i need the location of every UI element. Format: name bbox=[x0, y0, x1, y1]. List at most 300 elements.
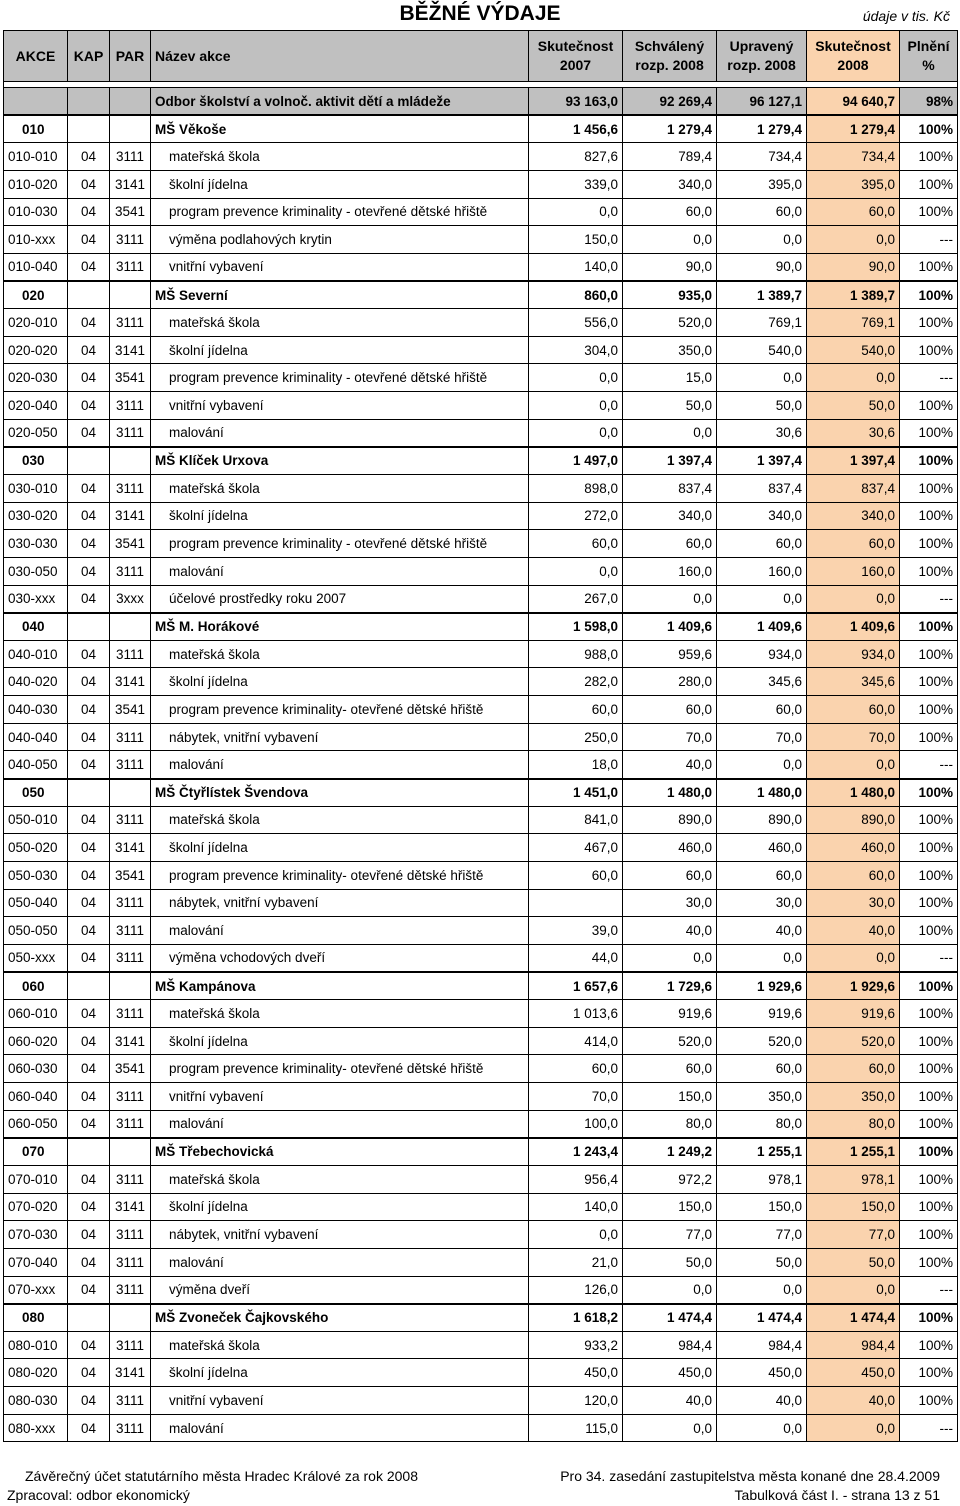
akce-code: 040-050 bbox=[4, 751, 68, 779]
department-name: Odbor školství a volnoč. aktivit dětí a mládeže bbox=[151, 88, 529, 116]
par-code: 3141 bbox=[110, 1027, 151, 1055]
pct-value: 100% bbox=[900, 419, 958, 447]
action-name: mateřská škola bbox=[151, 143, 529, 171]
group-code: 010 bbox=[4, 115, 68, 143]
kap-code: 04 bbox=[68, 1193, 110, 1221]
group-skut2007: 1 451,0 bbox=[529, 779, 623, 807]
upr-value: 90,0 bbox=[717, 253, 807, 281]
skut2008-value: 60,0 bbox=[807, 198, 900, 226]
upr-value: 0,0 bbox=[717, 585, 807, 613]
schv-value: 70,0 bbox=[623, 723, 717, 751]
pct-value: 100% bbox=[900, 696, 958, 724]
skut2007-value: 304,0 bbox=[529, 336, 623, 364]
upr-value: 150,0 bbox=[717, 1193, 807, 1221]
group-skut2007: 1 497,0 bbox=[529, 447, 623, 475]
kap-code: 04 bbox=[68, 1055, 110, 1083]
par-code: 3141 bbox=[110, 834, 151, 862]
skut2008-value: 919,6 bbox=[807, 1000, 900, 1028]
skut2008-value: 890,0 bbox=[807, 806, 900, 834]
department-skut2008: 94 640,7 bbox=[807, 88, 900, 116]
col-kap: KAP bbox=[68, 31, 110, 82]
schv-value: 520,0 bbox=[623, 309, 717, 337]
akce-code: 080-010 bbox=[4, 1331, 68, 1359]
upr-value: 80,0 bbox=[717, 1110, 807, 1138]
action-name: malování bbox=[151, 1414, 529, 1442]
akce-code: 060-030 bbox=[4, 1055, 68, 1083]
table-row bbox=[4, 226, 958, 254]
pct-value: 100% bbox=[900, 806, 958, 834]
table-row bbox=[4, 585, 958, 613]
skut2007-value: 841,0 bbox=[529, 806, 623, 834]
table-row bbox=[4, 364, 958, 392]
action-name: školní jídelna bbox=[151, 336, 529, 364]
schv-value: 150,0 bbox=[623, 1193, 717, 1221]
upr-value: 40,0 bbox=[717, 917, 807, 945]
pct-value: 100% bbox=[900, 1193, 958, 1221]
schv-value: 50,0 bbox=[623, 1248, 717, 1276]
schv-value: 0,0 bbox=[623, 419, 717, 447]
akce-code: 020-030 bbox=[4, 364, 68, 392]
pct-value: 100% bbox=[900, 1083, 958, 1111]
schv-value: 60,0 bbox=[623, 696, 717, 724]
schv-value: 340,0 bbox=[623, 502, 717, 530]
upr-value: 60,0 bbox=[717, 696, 807, 724]
group-row bbox=[4, 115, 958, 143]
group-schv: 1 729,6 bbox=[623, 972, 717, 1000]
skut2008-value: 395,0 bbox=[807, 170, 900, 198]
pct-value: 100% bbox=[900, 723, 958, 751]
upr-value: 0,0 bbox=[717, 944, 807, 972]
action-name: školní jídelna bbox=[151, 668, 529, 696]
skut2008-value: 60,0 bbox=[807, 696, 900, 724]
action-name: školní jídelna bbox=[151, 834, 529, 862]
skut2007-value: 126,0 bbox=[529, 1276, 623, 1304]
group-par bbox=[110, 447, 151, 475]
group-upr: 1 397,4 bbox=[717, 447, 807, 475]
group-skut2007: 1 657,6 bbox=[529, 972, 623, 1000]
pct-value: 100% bbox=[900, 1110, 958, 1138]
group-schv: 1 409,6 bbox=[623, 613, 717, 641]
pct-value: 100% bbox=[900, 834, 958, 862]
table-row bbox=[4, 336, 958, 364]
action-name: program prevence kriminality- otevřené dětské hřiště bbox=[151, 861, 529, 889]
skut2008-value: 0,0 bbox=[807, 364, 900, 392]
kap-code: 04 bbox=[68, 1276, 110, 1304]
group-name: MŠ Severní bbox=[151, 281, 529, 309]
action-name: školní jídelna bbox=[151, 502, 529, 530]
upr-value: 837,4 bbox=[717, 474, 807, 502]
pct-value: --- bbox=[900, 944, 958, 972]
upr-value: 919,6 bbox=[717, 1000, 807, 1028]
group-upr: 1 279,4 bbox=[717, 115, 807, 143]
upr-value: 520,0 bbox=[717, 1027, 807, 1055]
schv-value: 90,0 bbox=[623, 253, 717, 281]
action-name: mateřská škola bbox=[151, 1331, 529, 1359]
schv-value: 959,6 bbox=[623, 640, 717, 668]
kap-code: 04 bbox=[68, 723, 110, 751]
par-code: 3541 bbox=[110, 861, 151, 889]
pct-value: 100% bbox=[900, 1387, 958, 1415]
pct-value: 100% bbox=[900, 170, 958, 198]
col-par: PAR bbox=[110, 31, 151, 82]
pct-value: 100% bbox=[900, 1027, 958, 1055]
upr-value: 60,0 bbox=[717, 198, 807, 226]
col-schv: Schválený rozp. 2008 bbox=[623, 31, 717, 82]
header-row bbox=[4, 31, 958, 82]
akce-code: 080-xxx bbox=[4, 1414, 68, 1442]
skut2008-value: 460,0 bbox=[807, 834, 900, 862]
group-upr: 1 409,6 bbox=[717, 613, 807, 641]
akce-code: 050-010 bbox=[4, 806, 68, 834]
group-name: MŠ Čtyřlístek Švendova bbox=[151, 779, 529, 807]
akce-code: 030-020 bbox=[4, 502, 68, 530]
skut2008-value: 837,4 bbox=[807, 474, 900, 502]
schv-value: 0,0 bbox=[623, 585, 717, 613]
action-name: školní jídelna bbox=[151, 170, 529, 198]
action-name: výměna podlahových krytin bbox=[151, 226, 529, 254]
group-schv: 1 480,0 bbox=[623, 779, 717, 807]
skut2007-value: 140,0 bbox=[529, 1193, 623, 1221]
skut2007-value: 0,0 bbox=[529, 1221, 623, 1249]
group-row bbox=[4, 281, 958, 309]
skut2007-value: 898,0 bbox=[529, 474, 623, 502]
department-upr: 96 127,1 bbox=[717, 88, 807, 116]
group-kap bbox=[68, 779, 110, 807]
table-row bbox=[4, 557, 958, 585]
pct-value: --- bbox=[900, 226, 958, 254]
group-name: MŠ M. Horákové bbox=[151, 613, 529, 641]
schv-value: 80,0 bbox=[623, 1110, 717, 1138]
par-code: 3141 bbox=[110, 1193, 151, 1221]
schv-value: 60,0 bbox=[623, 861, 717, 889]
upr-value: 30,6 bbox=[717, 419, 807, 447]
action-name: výměna dveří bbox=[151, 1276, 529, 1304]
par-code: 3541 bbox=[110, 530, 151, 558]
upr-value: 0,0 bbox=[717, 751, 807, 779]
skut2008-value: 60,0 bbox=[807, 1055, 900, 1083]
kap-code: 04 bbox=[68, 1387, 110, 1415]
action-name: malování bbox=[151, 751, 529, 779]
upr-value: 50,0 bbox=[717, 1248, 807, 1276]
page-title: BĚŽNÉ VÝDAJE bbox=[399, 2, 561, 25]
schv-value: 40,0 bbox=[623, 751, 717, 779]
table-row bbox=[4, 419, 958, 447]
group-schv: 1 397,4 bbox=[623, 447, 717, 475]
par-code: 3111 bbox=[110, 751, 151, 779]
akce-code: 040-040 bbox=[4, 723, 68, 751]
group-pct: 100% bbox=[900, 447, 958, 475]
schv-value: 0,0 bbox=[623, 226, 717, 254]
table-row bbox=[4, 917, 958, 945]
kap-code: 04 bbox=[68, 336, 110, 364]
skut2008-value: 50,0 bbox=[807, 392, 900, 420]
col-upr: Upravený rozp. 2008 bbox=[717, 31, 807, 82]
group-kap bbox=[68, 281, 110, 309]
table-row bbox=[4, 1083, 958, 1111]
group-pct: 100% bbox=[900, 972, 958, 1000]
group-skut2007: 1 456,6 bbox=[529, 115, 623, 143]
table-row bbox=[4, 1248, 958, 1276]
kap-code: 04 bbox=[68, 585, 110, 613]
action-name: školní jídelna bbox=[151, 1027, 529, 1055]
par-code: 3541 bbox=[110, 364, 151, 392]
group-row bbox=[4, 447, 958, 475]
kap-code: 04 bbox=[68, 253, 110, 281]
table-row bbox=[4, 1055, 958, 1083]
pct-value: 100% bbox=[900, 143, 958, 171]
akce-code: 070-040 bbox=[4, 1248, 68, 1276]
skut2007-value: 140,0 bbox=[529, 253, 623, 281]
akce-code: 030-010 bbox=[4, 474, 68, 502]
skut2008-value: 150,0 bbox=[807, 1193, 900, 1221]
group-kap bbox=[68, 972, 110, 1000]
upr-value: 460,0 bbox=[717, 834, 807, 862]
action-name: nábytek, vnitřní vybavení bbox=[151, 1221, 529, 1249]
par-code: 3111 bbox=[110, 1083, 151, 1111]
table-row bbox=[4, 253, 958, 281]
footer-right-2: Tabulková část I. - strana 13 z 51 bbox=[734, 1487, 940, 1503]
group-name: MŠ Klíček Urxova bbox=[151, 447, 529, 475]
schv-value: 350,0 bbox=[623, 336, 717, 364]
schv-value: 460,0 bbox=[623, 834, 717, 862]
kap-code: 04 bbox=[68, 1221, 110, 1249]
department-row bbox=[4, 88, 958, 116]
akce-code: 060-040 bbox=[4, 1083, 68, 1111]
group-pct: 100% bbox=[900, 1304, 958, 1332]
pct-value: 100% bbox=[900, 889, 958, 917]
schv-value: 340,0 bbox=[623, 170, 717, 198]
table-row bbox=[4, 1165, 958, 1193]
kap-code: 04 bbox=[68, 170, 110, 198]
kap-code: 04 bbox=[68, 1331, 110, 1359]
group-kap bbox=[68, 115, 110, 143]
pct-value: --- bbox=[900, 751, 958, 779]
group-skut2008: 1 389,7 bbox=[807, 281, 900, 309]
group-skut2008: 1 929,6 bbox=[807, 972, 900, 1000]
akce-code: 060-020 bbox=[4, 1027, 68, 1055]
kap-code: 04 bbox=[68, 889, 110, 917]
pct-value: 100% bbox=[900, 1165, 958, 1193]
akce-code: 050-030 bbox=[4, 861, 68, 889]
group-par bbox=[110, 1304, 151, 1332]
upr-value: 890,0 bbox=[717, 806, 807, 834]
action-name: malování bbox=[151, 419, 529, 447]
skut2007-value: 60,0 bbox=[529, 696, 623, 724]
group-kap bbox=[68, 447, 110, 475]
akce-code: 080-030 bbox=[4, 1387, 68, 1415]
action-name: program prevence kriminality- otevřené dětské hřiště bbox=[151, 696, 529, 724]
pct-value: 100% bbox=[900, 1359, 958, 1387]
pct-value: 100% bbox=[900, 502, 958, 530]
skut2007-value: 988,0 bbox=[529, 640, 623, 668]
pct-value: 100% bbox=[900, 1221, 958, 1249]
action-name: malování bbox=[151, 1248, 529, 1276]
group-pct: 100% bbox=[900, 613, 958, 641]
group-upr: 1 255,1 bbox=[717, 1138, 807, 1166]
group-schv: 1 474,4 bbox=[623, 1304, 717, 1332]
upr-value: 345,6 bbox=[717, 668, 807, 696]
akce-code: 010-010 bbox=[4, 143, 68, 171]
upr-value: 0,0 bbox=[717, 1414, 807, 1442]
action-name: školní jídelna bbox=[151, 1359, 529, 1387]
footer-left-1: Závěrečný účet statutárního města Hradec Králové za rok 2008 bbox=[25, 1468, 418, 1484]
skut2008-value: 50,0 bbox=[807, 1248, 900, 1276]
skut2008-value: 30,0 bbox=[807, 889, 900, 917]
skut2008-value: 340,0 bbox=[807, 502, 900, 530]
skut2007-value: 115,0 bbox=[529, 1414, 623, 1442]
akce-code: 080-020 bbox=[4, 1359, 68, 1387]
akce-code: 010-040 bbox=[4, 253, 68, 281]
kap-code: 04 bbox=[68, 474, 110, 502]
footer-right-1: Pro 34. zasedání zastupitelstva města konané dne 28.4.2009 bbox=[560, 1468, 940, 1484]
akce-code: 040-030 bbox=[4, 696, 68, 724]
table-row bbox=[4, 143, 958, 171]
action-name: mateřská škola bbox=[151, 640, 529, 668]
upr-value: 350,0 bbox=[717, 1083, 807, 1111]
group-code: 080 bbox=[4, 1304, 68, 1332]
pct-value: --- bbox=[900, 364, 958, 392]
table-row bbox=[4, 1359, 958, 1387]
pct-value: 100% bbox=[900, 253, 958, 281]
group-schv: 1 249,2 bbox=[623, 1138, 717, 1166]
table-row bbox=[4, 1110, 958, 1138]
table-row bbox=[4, 309, 958, 337]
group-row bbox=[4, 779, 958, 807]
col-akce: AKCE bbox=[4, 31, 68, 82]
kap-code: 04 bbox=[68, 1165, 110, 1193]
schv-value: 520,0 bbox=[623, 1027, 717, 1055]
par-code: 3541 bbox=[110, 1055, 151, 1083]
table-row bbox=[4, 1331, 958, 1359]
table-row bbox=[4, 944, 958, 972]
kap-code: 04 bbox=[68, 751, 110, 779]
kap-code: 04 bbox=[68, 1000, 110, 1028]
skut2008-value: 160,0 bbox=[807, 557, 900, 585]
group-skut2008: 1 480,0 bbox=[807, 779, 900, 807]
akce-code: 030-xxx bbox=[4, 585, 68, 613]
table-row bbox=[4, 1276, 958, 1304]
group-upr: 1 389,7 bbox=[717, 281, 807, 309]
pct-value: 100% bbox=[900, 557, 958, 585]
kap-code: 04 bbox=[68, 1027, 110, 1055]
col-nazev: Název akce bbox=[151, 31, 529, 82]
schv-value: 0,0 bbox=[623, 1414, 717, 1442]
upr-value: 769,1 bbox=[717, 309, 807, 337]
skut2008-value: 40,0 bbox=[807, 917, 900, 945]
par-code: 3111 bbox=[110, 889, 151, 917]
kap-code: 04 bbox=[68, 834, 110, 862]
par-code: 3111 bbox=[110, 1276, 151, 1304]
skut2008-value: 769,1 bbox=[807, 309, 900, 337]
table-row bbox=[4, 696, 958, 724]
skut2007-value: 467,0 bbox=[529, 834, 623, 862]
kap-code: 04 bbox=[68, 1359, 110, 1387]
skut2007-value: 120,0 bbox=[529, 1387, 623, 1415]
pct-value: 100% bbox=[900, 474, 958, 502]
group-kap bbox=[68, 1304, 110, 1332]
action-name: vnitřní vybavení bbox=[151, 392, 529, 420]
skut2008-value: 734,4 bbox=[807, 143, 900, 171]
schv-value: 150,0 bbox=[623, 1083, 717, 1111]
group-name: MŠ Kampánova bbox=[151, 972, 529, 1000]
action-name: mateřská škola bbox=[151, 806, 529, 834]
par-code: 3111 bbox=[110, 1331, 151, 1359]
pct-value: 100% bbox=[900, 336, 958, 364]
par-code: 3111 bbox=[110, 1000, 151, 1028]
schv-value: 972,2 bbox=[623, 1165, 717, 1193]
group-row bbox=[4, 613, 958, 641]
table-row bbox=[4, 198, 958, 226]
skut2008-value: 540,0 bbox=[807, 336, 900, 364]
action-name: program prevence kriminality- otevřené dětské hřiště bbox=[151, 1055, 529, 1083]
akce-code: 070-010 bbox=[4, 1165, 68, 1193]
skut2008-value: 450,0 bbox=[807, 1359, 900, 1387]
pct-value: 100% bbox=[900, 640, 958, 668]
upr-value: 60,0 bbox=[717, 530, 807, 558]
group-schv: 1 279,4 bbox=[623, 115, 717, 143]
par-code: 3141 bbox=[110, 336, 151, 364]
group-par bbox=[110, 115, 151, 143]
par-code: 3111 bbox=[110, 253, 151, 281]
action-name: mateřská škola bbox=[151, 474, 529, 502]
table-row bbox=[4, 889, 958, 917]
upr-value: 450,0 bbox=[717, 1359, 807, 1387]
schv-value: 837,4 bbox=[623, 474, 717, 502]
skut2008-value: 984,4 bbox=[807, 1331, 900, 1359]
table-row bbox=[4, 530, 958, 558]
group-name: MŠ Zvoneček Čajkovského bbox=[151, 1304, 529, 1332]
table-row bbox=[4, 834, 958, 862]
action-name: mateřská škola bbox=[151, 1165, 529, 1193]
action-name: výměna vchodových dveří bbox=[151, 944, 529, 972]
action-name: nábytek, vnitřní vybavení bbox=[151, 723, 529, 751]
kap-code: 04 bbox=[68, 143, 110, 171]
akce-code: 010-020 bbox=[4, 170, 68, 198]
par-code: 3141 bbox=[110, 502, 151, 530]
skut2007-value: 70,0 bbox=[529, 1083, 623, 1111]
upr-value: 984,4 bbox=[717, 1331, 807, 1359]
par-code: 3111 bbox=[110, 944, 151, 972]
group-code: 020 bbox=[4, 281, 68, 309]
par-code: 3541 bbox=[110, 696, 151, 724]
schv-value: 890,0 bbox=[623, 806, 717, 834]
skut2007-value: 150,0 bbox=[529, 226, 623, 254]
skut2007-value: 21,0 bbox=[529, 1248, 623, 1276]
kap-code: 04 bbox=[68, 309, 110, 337]
par-code: 3111 bbox=[110, 392, 151, 420]
pct-value: 100% bbox=[900, 668, 958, 696]
group-pct: 100% bbox=[900, 115, 958, 143]
skut2008-value: 60,0 bbox=[807, 530, 900, 558]
table-row bbox=[4, 1000, 958, 1028]
department-skut2007: 93 163,0 bbox=[529, 88, 623, 116]
upr-value: 50,0 bbox=[717, 392, 807, 420]
schv-value: 0,0 bbox=[623, 1276, 717, 1304]
akce-code: 020-040 bbox=[4, 392, 68, 420]
kap-code: 04 bbox=[68, 1414, 110, 1442]
skut2008-value: 345,6 bbox=[807, 668, 900, 696]
akce-code: 060-010 bbox=[4, 1000, 68, 1028]
skut2008-value: 0,0 bbox=[807, 751, 900, 779]
skut2008-value: 350,0 bbox=[807, 1083, 900, 1111]
group-skut2008: 1 474,4 bbox=[807, 1304, 900, 1332]
par-code: 3111 bbox=[110, 419, 151, 447]
par-code: 3111 bbox=[110, 1221, 151, 1249]
par-code: 3141 bbox=[110, 1359, 151, 1387]
table-row bbox=[4, 806, 958, 834]
par-code: 3111 bbox=[110, 1165, 151, 1193]
action-name: školní jídelna bbox=[151, 1193, 529, 1221]
